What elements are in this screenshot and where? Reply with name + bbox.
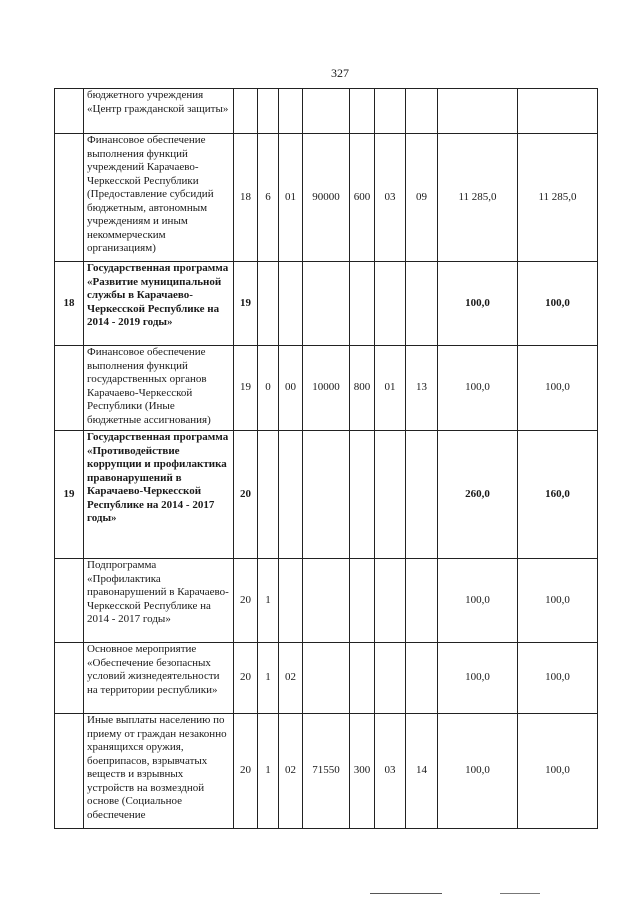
code-rz: 03: [375, 134, 406, 262]
code-pp: [258, 262, 279, 346]
amount-year-1: 260,0: [438, 431, 518, 559]
table-row: [55, 559, 598, 643]
amount-year-2: 100,0: [518, 643, 598, 714]
table-row: [55, 431, 598, 559]
code-vr: [350, 89, 375, 134]
row-number: [55, 134, 84, 262]
table-row: [55, 714, 598, 829]
code-pr: 14: [406, 714, 438, 829]
code-gp: 20: [234, 714, 258, 829]
code-gp: 20: [234, 559, 258, 643]
table-row: [55, 346, 598, 431]
amount-year-2: 100,0: [518, 559, 598, 643]
row-name: Финансовое обеспечение выполнения функций государственных органов Карачаево-Черкесской Республики (Иные бюджетные ассигнования): [84, 346, 234, 431]
code-pp: 6: [258, 134, 279, 262]
row-name: Финансовое обеспечение выполнения функций учреждений Карачаево-Черкесской Республики (Предоставление субсидий бюджетным, автономным учреждениям и иным некоммерческим организациям): [84, 134, 234, 262]
code-vr: 800: [350, 346, 375, 431]
row-name: Иные выплаты населению по приему от граждан незаконно хранящихся оружия, боеприпасов, взрывчатых веществ и взрывных устройств на возмездной основе (Социальное обеспечение: [84, 714, 234, 829]
code-vr: [350, 262, 375, 346]
amount-year-2: 100,0: [518, 346, 598, 431]
code-om: [279, 89, 303, 134]
code-gp: 19: [234, 262, 258, 346]
code-om: 01: [279, 134, 303, 262]
row-name: Подпрограмма «Профилактика правонарушений в Карачаево-Черкесской Республике на 2014 - 2017 годы»: [84, 559, 234, 643]
code-vr: 600: [350, 134, 375, 262]
code-pr: [406, 89, 438, 134]
table-row: [55, 643, 598, 714]
amount-year-1: 100,0: [438, 262, 518, 346]
code-gp: 18: [234, 134, 258, 262]
code-vr: [350, 431, 375, 559]
code-rz: [375, 431, 406, 559]
code-rz: 01: [375, 346, 406, 431]
code-gp: 19: [234, 346, 258, 431]
amount-year-1: 100,0: [438, 346, 518, 431]
code-direction: [303, 559, 350, 643]
budget-table: [54, 88, 598, 829]
row-number: [55, 346, 84, 431]
code-om: [279, 262, 303, 346]
footer-rule-short: [500, 893, 540, 894]
code-pr: [406, 262, 438, 346]
amount-year-2: [518, 89, 598, 134]
row-number: 18: [55, 262, 84, 346]
code-rz: [375, 262, 406, 346]
code-om: [279, 559, 303, 643]
code-direction: [303, 643, 350, 714]
code-pr: [406, 431, 438, 559]
code-direction: 71550: [303, 714, 350, 829]
amount-year-2: 100,0: [518, 262, 598, 346]
code-pr: [406, 643, 438, 714]
code-om: 02: [279, 643, 303, 714]
page-number: 327: [331, 66, 349, 80]
code-gp: 20: [234, 643, 258, 714]
code-pp: [258, 431, 279, 559]
row-number: [55, 643, 84, 714]
footer-rule: [370, 893, 442, 894]
amount-year-1: 11 285,0: [438, 134, 518, 262]
row-number: [55, 559, 84, 643]
code-pp: 0: [258, 346, 279, 431]
amount-year-1: [438, 89, 518, 134]
code-gp: 20: [234, 431, 258, 559]
code-vr: [350, 559, 375, 643]
code-pr: 09: [406, 134, 438, 262]
amount-year-1: 100,0: [438, 559, 518, 643]
code-gp: [234, 89, 258, 134]
row-number: 19: [55, 431, 84, 559]
table-row: [55, 262, 598, 346]
code-pp: 1: [258, 643, 279, 714]
amount-year-2: 160,0: [518, 431, 598, 559]
row-name: бюджетного учреждения «Центр гражданской защиты»: [84, 89, 234, 134]
code-vr: [350, 643, 375, 714]
code-pr: 13: [406, 346, 438, 431]
amount-year-1: 100,0: [438, 714, 518, 829]
code-direction: 10000: [303, 346, 350, 431]
code-om: [279, 431, 303, 559]
row-name: Государственная программа «Развитие муниципальной службы в Карачаево-Черкесской Республике на 2014 - 2019 годы»: [84, 262, 234, 346]
amount-year-2: 100,0: [518, 714, 598, 829]
code-vr: 300: [350, 714, 375, 829]
code-pp: 1: [258, 714, 279, 829]
code-direction: [303, 262, 350, 346]
code-pp: 1: [258, 559, 279, 643]
code-direction: [303, 431, 350, 559]
code-rz: [375, 89, 406, 134]
code-direction: 90000: [303, 134, 350, 262]
row-number: [55, 89, 84, 134]
code-pr: [406, 559, 438, 643]
code-om: 00: [279, 346, 303, 431]
table-row: [55, 89, 598, 134]
table-row: [55, 134, 598, 262]
row-number: [55, 714, 84, 829]
code-pp: [258, 89, 279, 134]
code-rz: 03: [375, 714, 406, 829]
code-rz: [375, 643, 406, 714]
amount-year-1: 100,0: [438, 643, 518, 714]
row-name: Государственная программа «Противодействие коррупции и профилактика правонарушений в Карачаево-Черкесской Республике на 2014 - 2017 годы»: [84, 431, 234, 559]
row-name: Основное мероприятие «Обеспечение безопасных условий жизнедеятельности на территории республики»: [84, 643, 234, 714]
code-rz: [375, 559, 406, 643]
code-direction: [303, 89, 350, 134]
code-om: 02: [279, 714, 303, 829]
amount-year-2: 11 285,0: [518, 134, 598, 262]
